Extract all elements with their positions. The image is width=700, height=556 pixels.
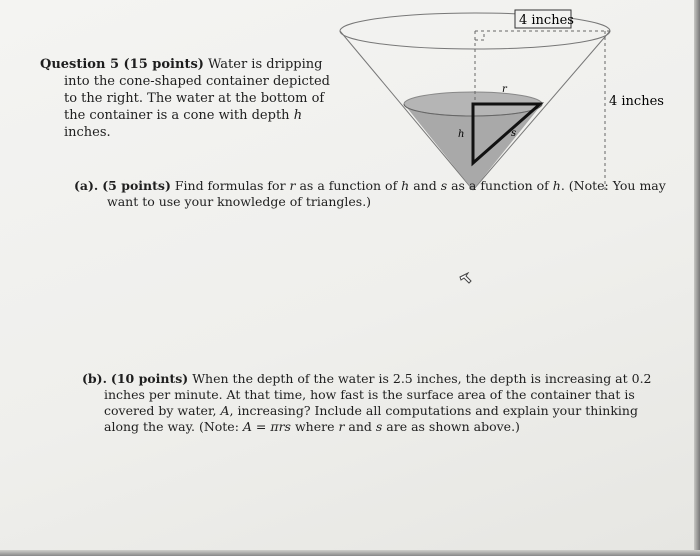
question-title: Question 5 (15 points) xyxy=(40,57,204,72)
question-text: Water is dripping into the cone-shaped container depicted to the right. The water at the bottom of the container is a cone with depth xyxy=(64,57,331,123)
part-b-marker: (b). xyxy=(82,371,107,386)
part-b xyxy=(82,371,664,435)
part-b-text-3: where xyxy=(290,419,339,434)
part-a xyxy=(74,178,687,210)
mouse-cursor-icon xyxy=(459,272,473,288)
part-b-points: (10 points) xyxy=(110,371,189,386)
part-b-var-r: r xyxy=(338,419,345,434)
part-b-text-1: When the depth of the water is 2.5 inches, the depth is increasing at 0.2 inches per minute. At that time, how fast is the surface area of the container that is covered by water, xyxy=(104,371,652,418)
question-text-end: inches. xyxy=(64,125,111,140)
part-b-var-a: A xyxy=(220,403,230,418)
side-dimension-label: 4 inches xyxy=(609,94,664,109)
part-a-text-2: as a function of xyxy=(295,178,402,193)
part-a-var-r: r xyxy=(289,178,296,193)
top-dimension-label: 4 inches xyxy=(519,13,574,28)
part-a-points: (5 points) xyxy=(102,178,171,193)
label-r: r xyxy=(502,84,507,95)
part-a-text-4: as a function of xyxy=(447,178,553,193)
page-edge-shadow xyxy=(694,0,700,556)
part-b-formula: A = πrs xyxy=(242,419,291,434)
part-a-var-h2: h xyxy=(552,178,561,193)
page-bottom-shadow xyxy=(0,550,700,556)
part-a-var-h: h xyxy=(401,178,410,193)
part-a-text-1: Find formulas for xyxy=(170,178,290,193)
part-b-text-4: and xyxy=(344,419,376,434)
part-b-var-s: s xyxy=(375,419,383,434)
part-a-marker: (a). xyxy=(74,178,99,193)
var-h: h xyxy=(293,108,303,123)
label-h: h xyxy=(458,129,465,140)
part-a-var-s: s xyxy=(440,178,448,193)
part-a-text-5: . (Note: You may want to use your knowledge of triangles.) xyxy=(107,178,666,209)
label-s: s xyxy=(511,128,517,139)
part-b-text-5: are as shown above.) xyxy=(382,419,520,434)
part-a-text-3: and xyxy=(409,178,441,193)
part-b-text-2: , increasing? Include all computations and explain your thinking along the way. (Note: xyxy=(104,403,638,434)
